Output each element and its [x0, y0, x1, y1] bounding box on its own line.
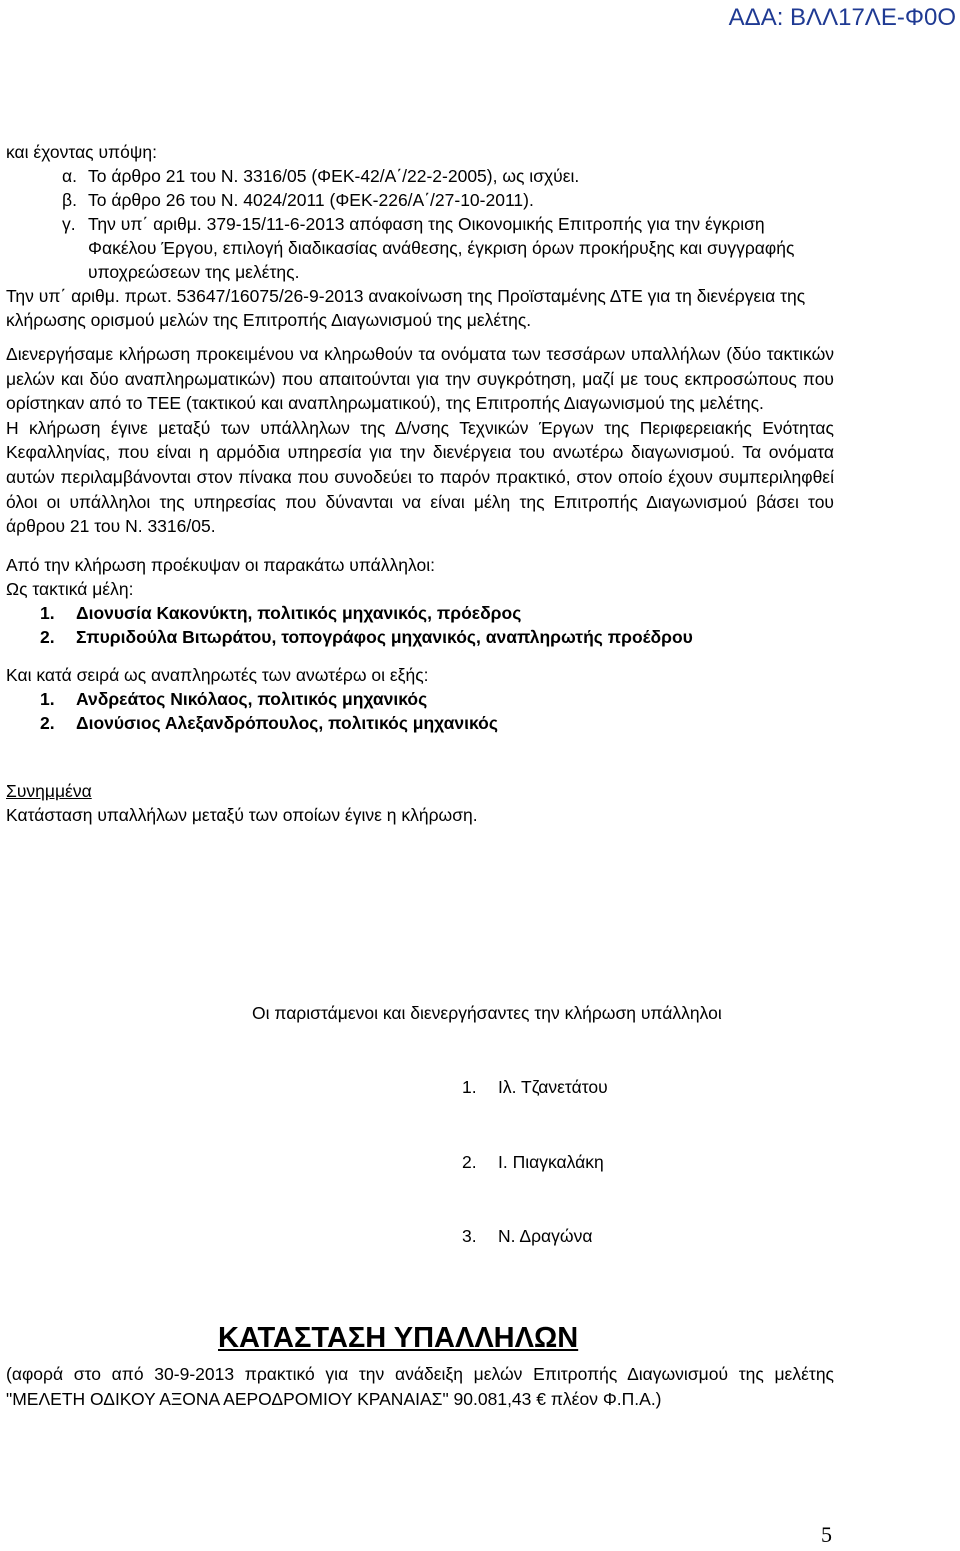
signature-number: 1. [462, 1077, 477, 1097]
document-body [6, 140, 834, 827]
list-item [40, 601, 834, 625]
signature-number: 3. [462, 1226, 477, 1246]
list-item [40, 687, 834, 711]
member-name: Σπυριδούλα Βιτωράτου, τοπογράφος μηχανικός, αναπληρωτής προέδρου [76, 626, 693, 647]
list-item [40, 625, 834, 649]
signature-item [462, 1077, 608, 1098]
member-name: Διονυσία Κακονύκτη, πολιτικός μηχανικός, πρόεδρος [76, 602, 522, 623]
attachments-text: Κατάσταση υπαλλήλων μεταξύ των οποίων έγινε η κλήρωση. [6, 804, 478, 825]
considering-intro: και έχοντας υπόψη: [6, 142, 157, 162]
member-name: Διονύσιος Αλεξανδρόπουλος, πολιτικός μηχανικός [76, 712, 498, 733]
item-mark: β. [62, 190, 77, 210]
regular-members-label: Ως τακτικά μέλη: [6, 578, 134, 599]
regular-members-list [6, 601, 834, 649]
list-number: 2. [40, 712, 55, 733]
alternate-members-list [6, 687, 834, 735]
list-item [40, 711, 834, 735]
signature-item [462, 1226, 592, 1247]
member-name: Ανδρεάτος Νικόλαος, πολιτικός μηχανικός [76, 688, 428, 709]
considering-item-a [6, 164, 834, 188]
signature-item [462, 1152, 604, 1173]
item-text: Την υπ΄ αριθμ. 379-15/11-6-2013 απόφαση της Οικονομικής Επιτροπής για την έγκριση Φακέλου Έργου, επιλογή διαδικασίας ανάθεσης, έγκριση όρων προκήρυξης και συγγραφής υποχρεώσεων της μελέτης. [88, 214, 795, 282]
document-code: ΑΔΑ: ΒΛΛ17ΛΕ-Φ0Ο [728, 4, 956, 31]
considering-item-b [6, 188, 834, 212]
signature-number: 2. [462, 1152, 477, 1172]
alternates-label: Και κατά σειρά ως αναπληρωτές των ανωτέρω οι εξής: [6, 664, 429, 685]
table-subtitle: (αφορά στο από 30-9-2013 πρακτικό για την ανάδειξη μελών Επιτροπής Διαγωνισμού της μελέτης "ΜΕΛΕΤΗ ΟΔΙΚΟΥ ΑΞΟΝΑ ΑΕΡΟΔΡΟΜΙΟΥ ΚΡΑΝΑΙΑΣ" 90.081,43 € πλέον Φ.Π.Α.) [6, 1364, 834, 1409]
attachments-heading: Συνημμένα [6, 780, 92, 801]
list-number: 1. [40, 602, 55, 623]
item-mark: α. [62, 166, 77, 186]
signatures-intro: Οι παριστάμενοι και διενεργήσαντες την κλήρωση υπάλληλοι [252, 1003, 722, 1023]
item-mark: γ. [62, 214, 76, 234]
lottery-details-paragraph: Η κλήρωση έγινε μεταξύ των υπάλληλων της Δ/νσης Τεχνικών Έργων της Περιφερειακής Ενότητας Κεφαλληνίας, που είναι η αρμόδια υπηρεσία για την διενέργεια του ανωτέρω διαγωνισμού. Τα ονόματα αυτών περιλαμβάνονται στον πίνακα που συνοδεύει το παρόν πρακτικό, στον οποίο έχουν συμπεριληφθεί όλοι οι υπάλληλοι της υπηρεσίας που δύνανται να είναι μέλη της Επιτροπής Διαγωνισμού βάσει του άρθρου 21 του Ν. 3316/05. [6, 417, 834, 537]
lottery-paragraph: Διενεργήσαμε κλήρωση προκειμένου να κληρωθούν τα ονόματα των τεσσάρων υπαλλήλων (δύο τακτικών μελών και δύο αναπληρωματικών) που απαιτούνται για την συγκρότηση, μαζί με τους εκπροσώπους που ορίστηκαν από το ΤΕΕ (τακτικού και αναπληρωματικού), της Επιτροπής Διαγωνισμού της μελέτης. [6, 344, 834, 414]
page-number: 5 [821, 1522, 832, 1547]
table-title: ΚΑΤΑΣΤΑΣΗ ΥΠΑΛΛΗΛΩΝ [218, 1322, 579, 1354]
results-intro: Από την κλήρωση προέκυψαν οι παρακάτω υπάλληλοι: [6, 554, 435, 575]
item-text: Το άρθρο 21 του Ν. 3316/05 (ΦΕΚ-42/Α΄/22-2-2005), ως ισχύει. [88, 166, 580, 186]
signature-name: Ν. Δραγώνα [498, 1226, 593, 1246]
signature-name: Ιλ. Τζανετάτου [498, 1077, 608, 1097]
considering-item-c [6, 212, 834, 284]
signature-name: Ι. Πιαγκαλάκη [498, 1152, 604, 1172]
protocol-paragraph: Την υπ΄ αριθμ. πρωτ. 53647/16075/26-9-2013 ανακοίνωση της Προϊσταμένης ΔΤΕ για τη διενέργεια της κλήρωσης ορισμού μελών της Επιτροπής Διαγωνισμού της μελέτης. [6, 286, 806, 330]
item-text: Το άρθρο 26 του Ν. 4024/2011 (ΦΕΚ-226/Α΄/27-10-2011). [88, 190, 534, 210]
list-number: 2. [40, 626, 55, 647]
list-number: 1. [40, 688, 55, 709]
